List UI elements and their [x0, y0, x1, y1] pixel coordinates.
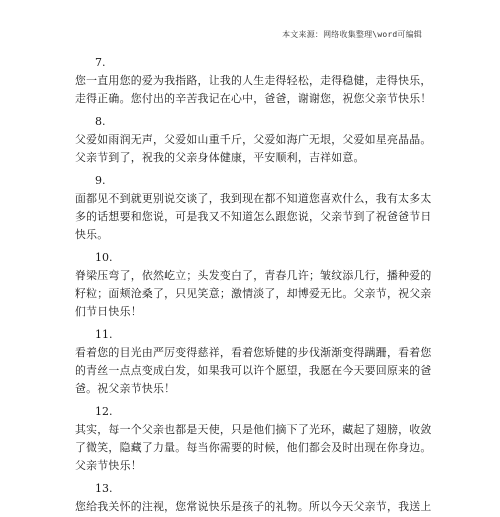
list-item [75, 114, 435, 167]
item-text-line: 父亲节快乐！ [75, 459, 142, 472]
item-text-line: 了微笑，隐藏了力量。每当你需要的时候，他们都会及时出现在你身边。 [75, 441, 432, 454]
item-text-line: 脊梁压弯了，依然屹立；头发变白了，青春几许；皱纹添几行，播种爱的 [75, 269, 432, 282]
item-text-line: 看着您的目光由严厉变得慈祥，看着您矫健的步伐渐渐变得蹒跚，看着您 [75, 346, 432, 359]
item-number: 10. [95, 251, 113, 264]
item-text-line: 快乐。 [75, 228, 109, 241]
item-text-line: 多的话想要和您说，可是我又不知道怎么跟您说，父亲节到了祝爸爸节日 [75, 210, 432, 223]
item-number: 9. [95, 174, 106, 187]
item-text-line: 走得正确。您付出的辛苦我记在心中，爸爸，谢谢您，祝您父亲节快乐！ [75, 92, 432, 105]
item-text-line: 您一直用您的爱为我指路，让我的人生走得轻松，走得稳健，走得快乐， [75, 74, 432, 87]
list-item [75, 250, 435, 321]
item-number: 8. [95, 115, 106, 128]
item-text-line: 们节日快乐！ [75, 305, 142, 318]
list-item [75, 404, 435, 475]
item-number: 11. [95, 328, 113, 341]
item-text-line: 面都见不到就更别说交谈了，我到现在都不知道您喜欢什么，我有太多太 [75, 192, 432, 205]
item-text-line: 父亲节到了，祝我的父亲身体健康，平安顺利，吉祥如意。 [75, 151, 365, 164]
item-text-line: 其实，每一个父亲也都是天使，只是他们摘下了光环，藏起了翅膀，收敛 [75, 423, 432, 436]
item-text-line: 您给我关怀的注视，您常说快乐是孩子的礼物。所以今天父亲节，我送上 [75, 500, 432, 513]
item-number: 7. [95, 56, 106, 69]
item-text-line: 的青丝一点点变成白发，如果我可以许个愿望，我愿在今天要回原来的爸 [75, 364, 432, 377]
item-number: 13. [95, 482, 113, 495]
item-text-line: 父爱如雨润无声，父爱如山重千斤，父爱如海广无垠，父爱如星亮晶晶。 [75, 133, 432, 146]
item-text-line: 籽粒；面颊沧桑了，只见笑意；激情淡了，却博爱无比。父亲节，祝父亲 [75, 287, 432, 300]
list-item [75, 327, 435, 398]
document-body [75, 55, 435, 517]
list-item [75, 55, 435, 108]
item-number: 12. [95, 405, 113, 418]
list-item [75, 481, 435, 516]
source-note: 本文来源：网络收集整理\word可编辑 [282, 30, 422, 39]
item-text-line: 爸。祝父亲节快乐！ [75, 382, 176, 395]
list-item [75, 173, 435, 244]
